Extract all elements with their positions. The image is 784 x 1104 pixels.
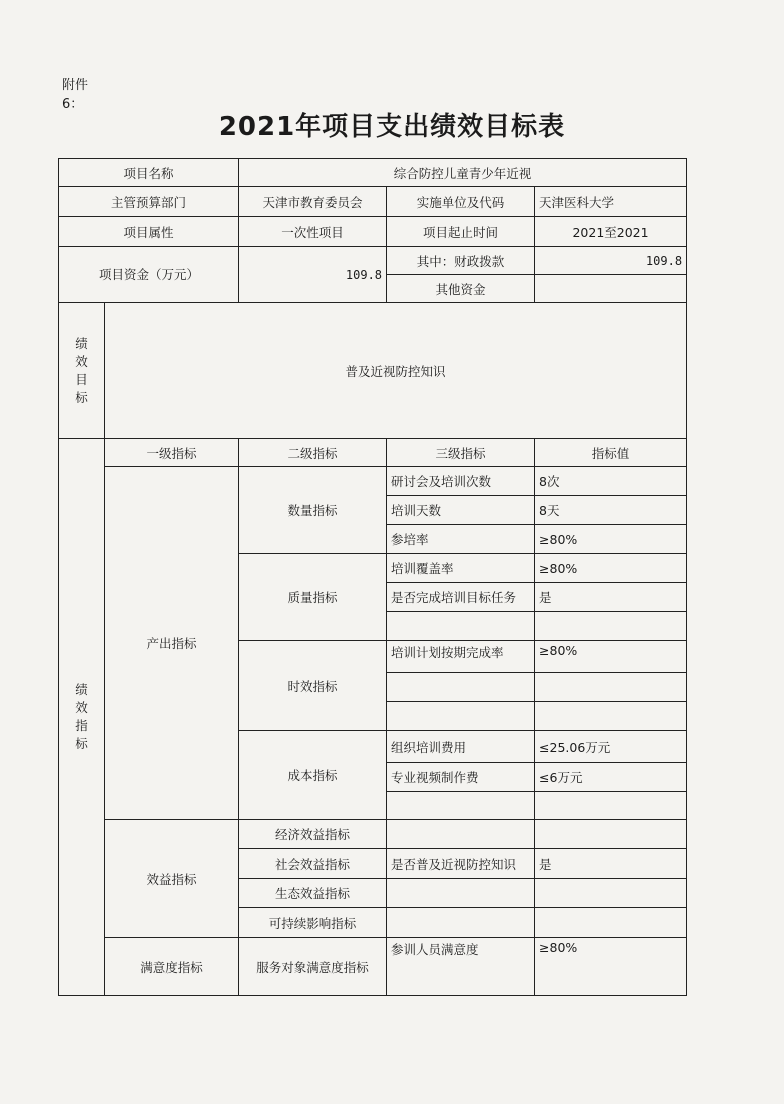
quality-indicator-label: 质量指标: [239, 554, 387, 641]
fiscal-value: 109.8: [535, 247, 687, 275]
value-cell: ≤25.06万元: [535, 731, 687, 763]
funds-row: [59, 247, 687, 275]
service-satisfaction-label: 服务对象满意度指标: [239, 938, 387, 996]
fiscal-label: 其中：财政拨款: [387, 247, 535, 275]
level3-cell: 研讨会及培训次数: [387, 467, 535, 496]
goal-label: [59, 303, 105, 439]
level3-cell: [387, 879, 535, 908]
funds-total-value: 109.8: [239, 247, 387, 303]
value-cell: ≥80%: [535, 525, 687, 554]
level3-cell: [387, 908, 535, 938]
value-cell: [535, 792, 687, 820]
level3-cell: [387, 673, 535, 702]
value-cell: 是: [535, 583, 687, 612]
goal-row: [59, 303, 687, 439]
cost-indicator-label: 成本指标: [239, 731, 387, 820]
attribute-row: [59, 217, 687, 247]
value-cell: [535, 820, 687, 849]
project-name-label: 项目名称: [59, 159, 239, 187]
dept-value: 天津市教育委员会: [239, 187, 387, 217]
period-value: 2021至2021: [535, 217, 687, 247]
satisfaction-indicator-label: 满意度指标: [105, 938, 239, 996]
level3-cell: [387, 702, 535, 731]
ecological-benefit-label: 生态效益指标: [239, 879, 387, 908]
quantity-indicator-label: 数量指标: [239, 467, 387, 554]
level3-cell: 参培率: [387, 525, 535, 554]
project-name-row: [59, 159, 687, 187]
project-name-value: 综合防控儿童青少年近视: [239, 159, 687, 187]
col-value: 指标值: [535, 439, 687, 467]
level3-cell: 培训天数: [387, 496, 535, 525]
benefit-indicator-label: 效益指标: [105, 820, 239, 938]
level3-cell: 专业视频制作费: [387, 763, 535, 792]
value-cell: ≤6万元: [535, 763, 687, 792]
unit-value: 天津医科大学: [535, 187, 687, 217]
timeliness-indicator-label: 时效指标: [239, 641, 387, 731]
document-title: 2021年项目支出绩效目标表: [218, 112, 566, 142]
attachment-label: 附件6：: [62, 78, 89, 112]
attr-value: 一次性项目: [239, 217, 387, 247]
level3-cell: 是否完成培训目标任务: [387, 583, 535, 612]
goal-label-text: 绩效目标: [75, 335, 88, 405]
col-level1: 一级指标: [105, 439, 239, 467]
department-row: [59, 187, 687, 217]
value-cell: 是: [535, 849, 687, 879]
economic-benefit-label: 经济效益指标: [239, 820, 387, 849]
funds-label: 项目资金（万元）: [59, 247, 239, 303]
dept-label: 主管预算部门: [59, 187, 239, 217]
value-cell: 8次: [535, 467, 687, 496]
level3-cell: 组织培训费用: [387, 731, 535, 763]
value-cell: ≥80%: [535, 938, 687, 996]
level3-cell: 参训人员满意度: [387, 938, 535, 996]
output-indicator-label: 产出指标: [105, 467, 239, 820]
value-cell: [535, 908, 687, 938]
table-row: [59, 938, 687, 996]
value-cell: [535, 673, 687, 702]
value-cell: [535, 879, 687, 908]
col-level2: 二级指标: [239, 439, 387, 467]
table-row: [59, 820, 687, 849]
col-level3: 三级指标: [387, 439, 535, 467]
other-funds-value: [535, 275, 687, 303]
sustainable-impact-label: 可持续影响指标: [239, 908, 387, 938]
attr-label: 项目属性: [59, 217, 239, 247]
level3-cell: 是否普及近视防控知识: [387, 849, 535, 879]
other-funds-label: 其他资金: [387, 275, 535, 303]
value-cell: ≥80%: [535, 641, 687, 673]
social-benefit-label: 社会效益指标: [239, 849, 387, 879]
indicator-header-row: [59, 439, 687, 467]
value-cell: [535, 612, 687, 641]
indicators-label: [59, 439, 105, 996]
indicators-label-text: 绩效指标: [75, 682, 88, 751]
unit-label: 实施单位及代码: [387, 187, 535, 217]
performance-target-table: [58, 158, 687, 996]
value-cell: 8天: [535, 496, 687, 525]
level3-cell: [387, 820, 535, 849]
level3-cell: [387, 612, 535, 641]
level3-cell: 培训覆盖率: [387, 554, 535, 583]
level3-cell: [387, 792, 535, 820]
period-label: 项目起止时间: [387, 217, 535, 247]
value-cell: ≥80%: [535, 554, 687, 583]
table-row: [59, 467, 687, 496]
goal-content: 普及近视防控知识: [105, 303, 687, 439]
value-cell: [535, 702, 687, 731]
level3-cell: 培训计划按期完成率: [387, 641, 535, 673]
